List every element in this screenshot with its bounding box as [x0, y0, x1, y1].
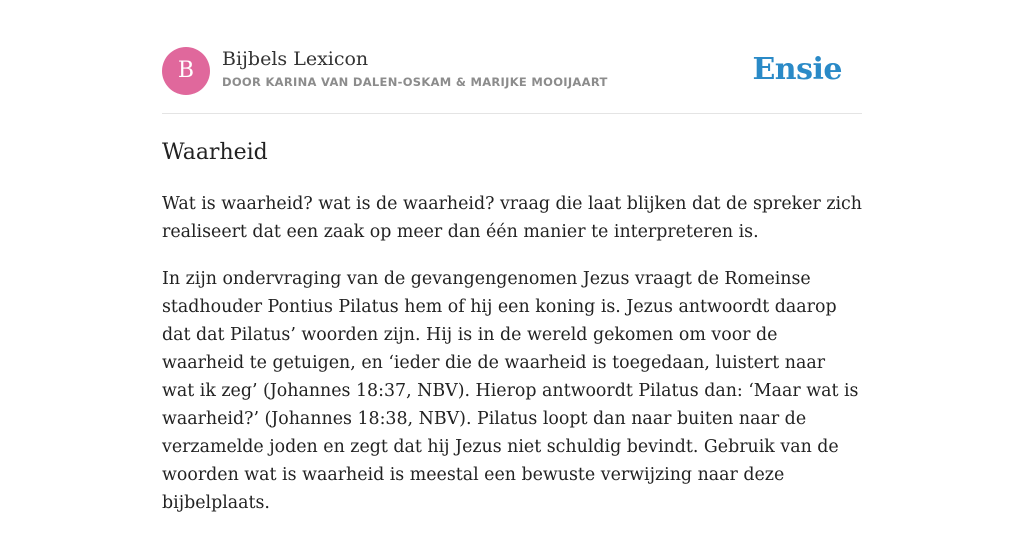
source-header	[162, 47, 862, 95]
article-title: Waarheid	[162, 140, 268, 165]
article-paragraph: Wat is waarheid? wat is de waarheid? vraag die laat blijken dat de spreker zich realiseert dat een zaak op meer dan één manier te interpreteren is.	[162, 194, 862, 242]
header-divider	[162, 113, 862, 114]
ensie-logo[interactable]: Ensie	[752, 52, 842, 87]
source-title[interactable]: Bijbels Lexicon	[222, 48, 369, 70]
article-body	[162, 190, 862, 536]
article-paragraph: In zijn ondervraging van de gevangengenomen Jezus vraagt de Romeinse stadhouder Pontius Pilatus hem of hij een koning is. Jezus antwoordt daarop dat dat Pilatus’ woorden zijn. Hij is in de wereld gekomen om voor de waarheid te getuigen, en ‘ieder die de waarheid is toegedaan, luistert naar wat ik zeg’ (Johannes 18:37, NBV). Hierop antwoordt Pilatus dan: ‘Maar wat is waarheid?’ (Johannes 18:38, NBV). Pilatus loopt dan naar buiten naar de verzamelde joden en zegt dat hij Jezus niet schuldig bevindt. Gebruik van de woorden wat is waarheid is meestal een bewuste verwijzing naar deze bijbelplaats.	[162, 269, 859, 513]
source-avatar[interactable]: B	[162, 47, 210, 95]
source-authors: DOOR KARINA VAN DALEN-OSKAM & MARIJKE MOOIJAART	[222, 75, 608, 89]
